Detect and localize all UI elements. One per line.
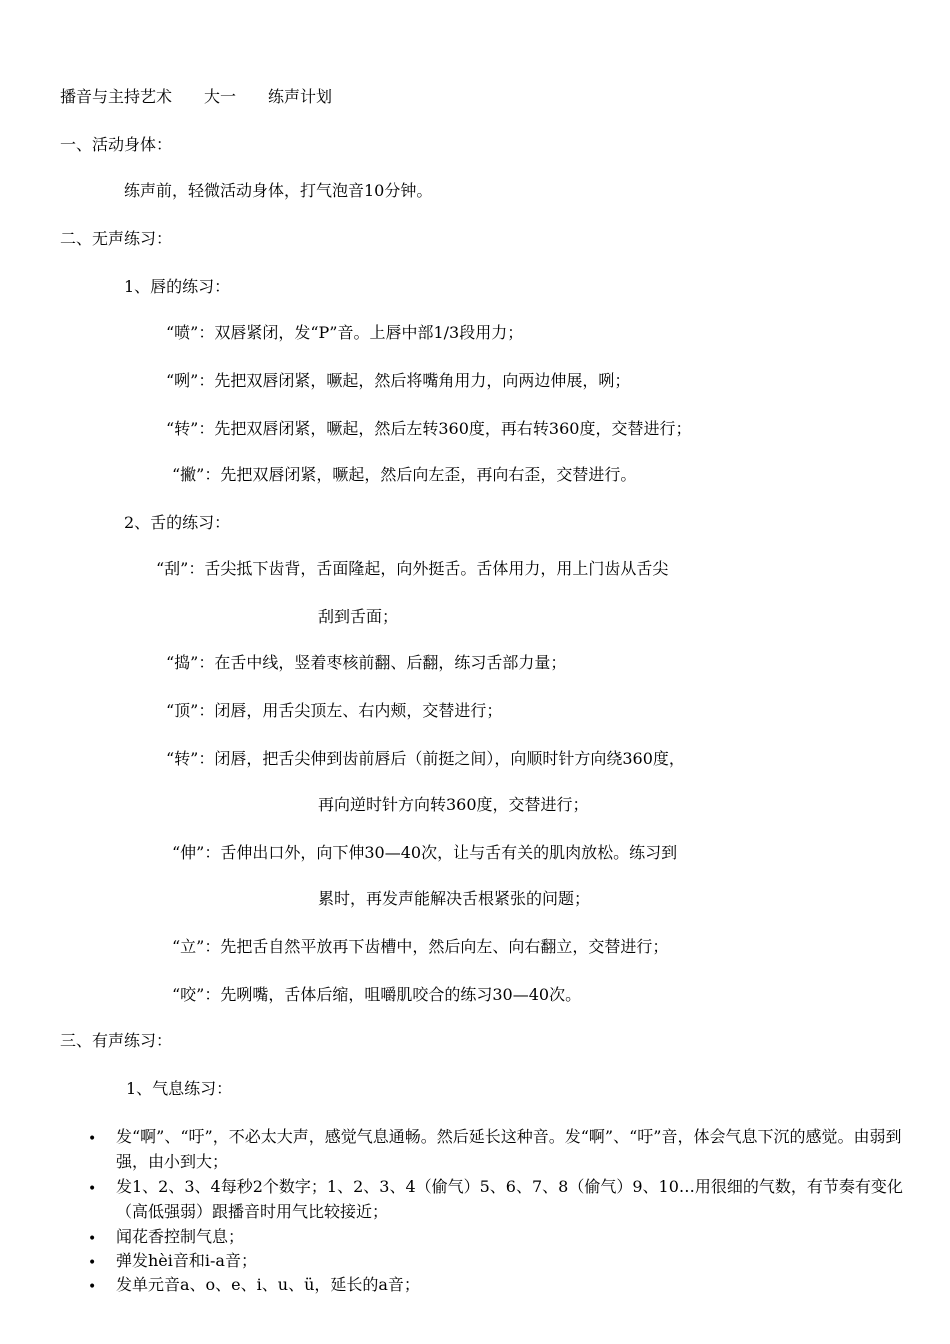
subheading-lips: 1、唇的练习： [124,277,231,296]
bullet-item: 发单元音a、o、e、i、u、ü，延长的a音； [116,1275,420,1294]
list-item: “立”：先把舌自然平放再下齿槽中，然后向左、向右翻立，交替进行； [172,937,669,956]
list-item: “咬”：先咧嘴，舌体后缩，咀嚼肌咬合的练习30—40次。 [172,985,582,1004]
list-item: “咧”：先把双唇闭紧，噘起，然后将嘴角用力，向两边伸展，咧； [166,371,631,390]
subheading-breath: 1、气息练习： [126,1079,233,1098]
bullet-icon: • [88,1131,97,1147]
bullet-icon: • [88,1231,97,1247]
list-item: “转”：先把双唇闭紧，噘起，然后左转360度，再右转360度，交替进行； [166,419,692,438]
list-item-continuation: 刮到舌面； [318,607,399,626]
list-item: “喷”：双唇紧闭，发“P”音。上唇中部1/3段用力； [166,323,524,342]
list-item: “捣”：在舌中线，竖着枣核前翻、后翻，练习舌部力量； [166,653,567,672]
list-item: “顶”：闭唇，用舌尖顶左、右内颊，交替进行； [166,701,503,720]
list-item: “刮”：舌尖抵下齿背，舌面隆起，向外挺舌。舌体用力，用上门齿从舌尖 [156,559,669,578]
section-text-warmup: 练声前，轻微活动身体，打气泡音10分钟。 [124,181,433,200]
bullet-icon: • [88,1279,97,1295]
subheading-tongue: 2、舌的练习： [124,513,231,532]
document-title: 播音与主持艺术 大一 练声计划 [60,87,333,106]
list-item: “撇”：先把双唇闭紧，噘起，然后向左歪，再向右歪，交替进行。 [172,465,637,484]
list-item: “转”：闭唇，把舌尖伸到齿前唇后（前挺之间），向顺时针方向绕360度， [166,749,685,768]
bullet-item: 弹发hèi音和i-a音； [116,1251,257,1270]
bullet-item: 发“啊”、“吁”，不必太大声，感觉气息通畅。然后延长这种音。发“啊”、“吁”音，体会气息下沉的感觉。由弱到强，由小到大； [116,1127,902,1171]
list-item-continuation: 累时，再发声能解决舌根紧张的问题； [318,889,591,908]
bullet-icon: • [88,1181,97,1197]
section-heading-warmup: 一、活动身体： [60,135,173,154]
list-item-continuation: 再向逆时针方向转360度，交替进行； [318,795,589,814]
bullet-item: 闻花香控制气息； [116,1227,245,1246]
bullet-item: 发1、2、3、4每秒2个数字；1、2、3、4（偷气）5、6、7、8（偷气）9、10…用很细的气数，有节奏有变化（高低强弱）跟播音时用气比较接近； [116,1177,903,1221]
list-item: “伸”：舌伸出口外，向下伸30—40次，让与舌有关的肌肉放松。练习到 [172,843,678,862]
bullet-icon: • [88,1255,97,1271]
section-heading-voiced: 三、有声练习： [60,1031,173,1050]
section-heading-silent: 二、无声练习： [60,229,173,248]
